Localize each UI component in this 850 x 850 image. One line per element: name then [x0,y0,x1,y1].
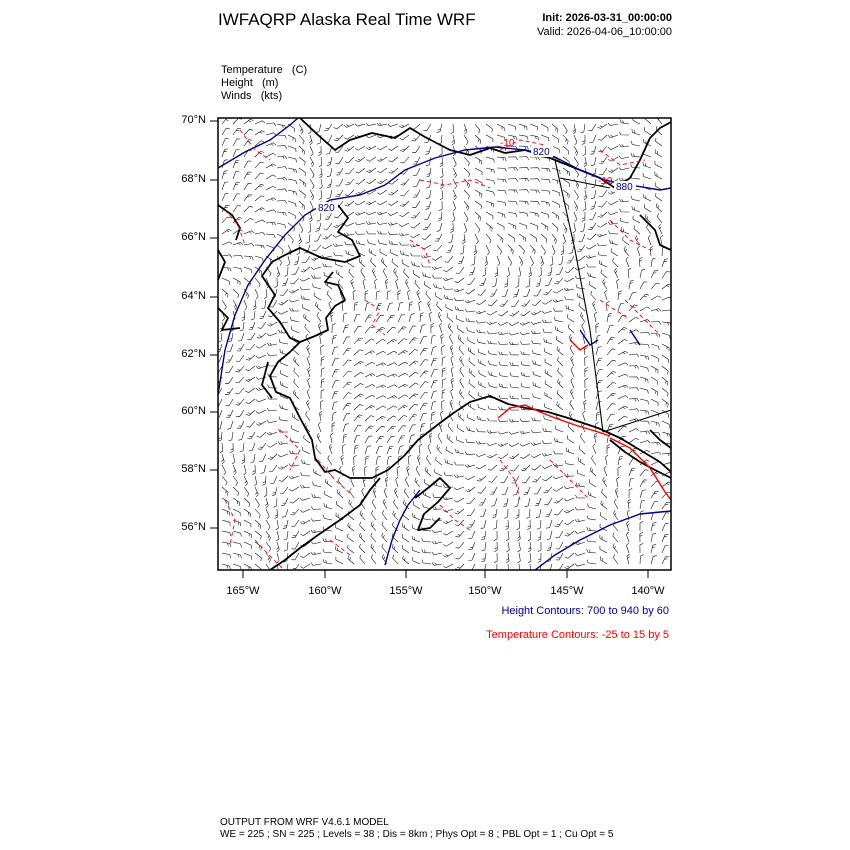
height-label-1: 820 [318,203,335,214]
model-output-line: OUTPUT FROM WRF V4.6.1 MODEL [220,817,389,828]
height-label-3: 880 [616,182,633,193]
lat-label-60: 60°N [181,405,206,417]
lat-label-68: 68°N [181,173,206,185]
lon-label-140: 140°W [631,585,665,597]
lon-label-150: 150°W [468,585,502,597]
lon-label-165: 165°W [226,585,260,597]
height-legend: Height Contours: 700 to 940 by 60 [501,605,669,617]
lon-label-160: 160°W [308,585,342,597]
lon-label-155: 155°W [389,585,423,597]
map-title: IWFAQRP Alaska Real Time WRF [218,10,476,29]
field-height: Height (m) [221,77,279,89]
lat-label-64: 64°N [181,290,206,302]
field-winds: Winds (kts) [221,90,283,102]
height-label-2: 820 [533,147,550,158]
lat-label-58: 58°N [181,463,206,475]
lat-label-70: 70°N [181,114,206,126]
temperature-legend: Temperature Contours: -25 to 15 by 5 [486,629,669,641]
init-time: Init: 2026-03-31_00:00:00 [542,12,672,24]
valid-time: Valid: 2026-04-06_10:00:00 [537,26,672,38]
lon-label-145: 145°W [550,585,584,597]
lat-label-62: 62°N [181,348,206,360]
model-config-line: WE = 225 ; SN = 225 ; Levels = 38 ; Dis = 8km ; Phys Opt = 8 ; PBL Opt = 1 ; Cu Opt = 5 [220,829,614,840]
lat-label-66: 66°N [181,231,206,243]
field-temperature: Temperature (C) [221,64,308,76]
lat-label-56: 56°N [181,521,206,533]
borders [555,160,671,432]
temp-label-1: -10 [500,138,515,149]
temp-label-2: -10 [598,176,613,187]
